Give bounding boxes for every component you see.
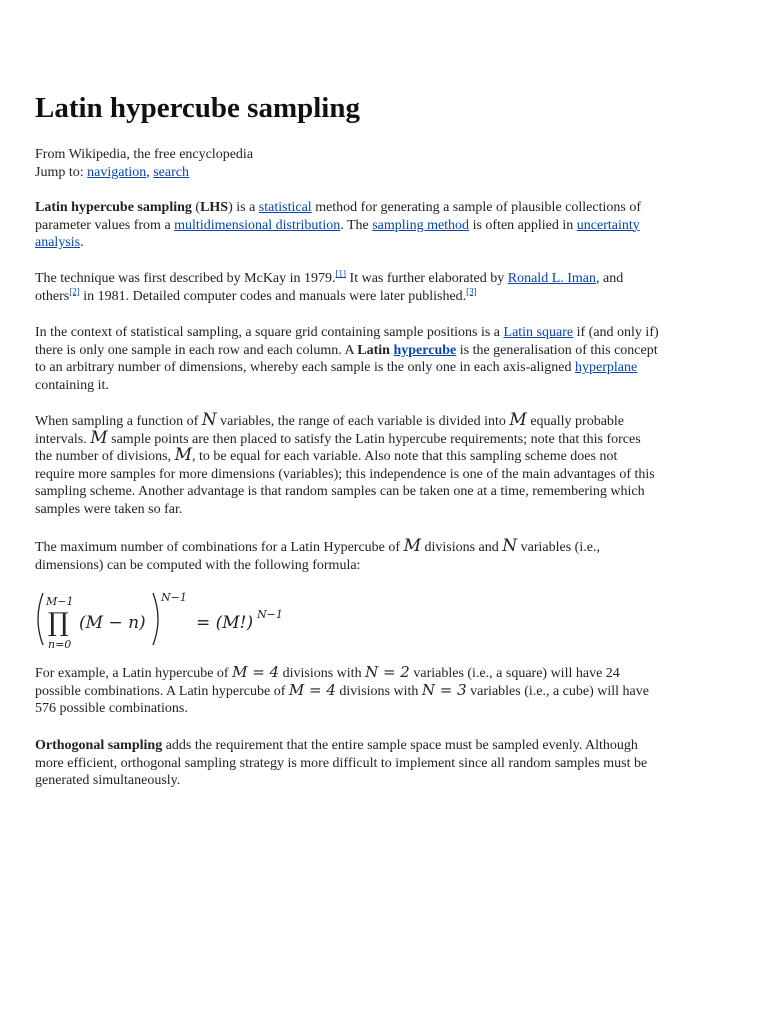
text: variables (i.e., a cube) will have 576 possible combinations. [35,683,649,716]
outer-exponent: N−1 [161,591,187,604]
text: equally probable intervals. [35,414,625,447]
link-sampling-method[interactable]: sampling method [372,217,470,233]
text: For example, a Latin hypercube of [35,666,233,681]
combinations-formula [35,585,335,655]
product-upper-limit: M−1 [46,595,74,608]
text: in 1981. Detailed computer codes and manuals were later published. [79,288,467,304]
math-m: M [509,410,527,430]
text: . The [340,217,373,233]
page-title: Latin hypercube sampling [35,92,360,124]
from-wikipedia: From Wikipedia, the free encyclopedia [35,147,254,162]
text: if (and only if) there is only one sample in each row and each column. A [35,325,659,358]
text: is the generalisation of this concept to an arbitrary number of dimensions, whereby each sample is the only one in each axis-aligned [35,342,658,375]
link-uncertainty-analysis[interactable]: uncertainty analysis [35,217,640,250]
math-n: N [502,536,518,556]
history-paragraph [35,270,660,305]
orthogonal-sampling-term: Orthogonal sampling [35,738,163,753]
reference-3 [466,286,477,296]
text: , and others [35,271,624,304]
text: variables (i.e., a square) will have 24 possible combinations. A Latin hypercube of [35,666,620,699]
jump-search-link[interactable]: search [153,164,189,180]
text: It was further elaborated by [346,271,508,286]
math-n-equals-2: N = 2 [365,663,410,681]
math-m-equals-4: M = 4 [232,663,280,681]
reference-2 [69,286,80,296]
reference-link-1[interactable]: [1] [335,268,347,279]
text: ( [191,200,201,215]
text: In the context of statistical sampling, a square grid containing sample positions is a [35,325,504,340]
text: divisions with [335,683,422,699]
text: variables (i.e., dimensions) can be computed with the following formula: [35,540,600,573]
left-paren [38,593,43,645]
text: containing it. [35,377,109,393]
link-latin-square[interactable]: Latin square [503,325,574,340]
jump-to [35,164,253,182]
text: , to be equal for each variable. Also note that this sampling scheme does not require more samples for more dimensions (variables); this independence is one of the main advantages of this sampling scheme. Another advantage is that random samples can be taken one at a time, remembering which samples were taken so far. [35,449,655,517]
math-m: M [90,427,108,448]
text: When sampling a function of [35,414,202,429]
formula-rhs: = (M!) [196,613,254,633]
text: variables, the range of each variable is divided into [216,414,510,429]
reference-link-2[interactable]: [2] [69,285,80,296]
orthogonal-paragraph [35,737,660,790]
link-multidimensional-distribution[interactable]: multidimensional distribution [174,217,341,233]
text: sample points are then placed to satisfy the Latin hypercube requirements; note that this forces the number of divisions, [35,431,641,464]
lhs-term: Latin hypercube sampling [35,200,192,215]
text: adds the requirement that the entire sample space must be sampled evenly. Although more efficient, orthogonal sampling strategy is more difficult to implement since all random samples must be generated simultaneously. [35,738,648,788]
product-symbol: ∏ [48,608,69,638]
link-hypercube[interactable]: hypercube [393,342,457,358]
jump-comma: , [146,164,154,180]
lhs-abbrev: LHS [200,200,229,215]
link-hyperplane[interactable]: hyperplane [575,360,638,375]
jump-navigation-link[interactable]: navigation [87,164,147,180]
text: method for generating a sample of plausible collections of parameter values from a [35,200,641,233]
example-paragraph [35,665,660,718]
right-paren [153,593,158,645]
text: The technique was first described by McKay in 1979. [35,271,336,286]
text: divisions with [279,666,366,681]
combinations-paragraph [35,536,660,574]
math-m: M [403,536,421,556]
reference-link-3[interactable]: [3] [466,285,477,296]
rhs-exponent: N−1 [257,608,283,621]
jump-prefix: Jump to: [35,164,88,180]
reference-1 [336,268,347,278]
math-m-equals-4: M = 4 [288,680,336,699]
text: . [80,235,84,250]
context-paragraph [35,324,660,394]
text: is often applied in [469,217,577,233]
link-statistical[interactable]: statistical [258,200,312,215]
text: ) is a [228,200,259,215]
math-n-equals-3: N = 3 [421,680,467,699]
product-lower-limit: n=0 [48,638,72,651]
product-body: (M − n) [79,613,146,633]
text: The maximum number of combinations for a Latin Hypercube of [35,540,404,555]
sampling-paragraph [35,410,660,518]
site-subtitle-block [35,146,253,181]
text: divisions and [420,540,503,555]
intro-paragraph [35,199,660,252]
link-ronald-iman[interactable]: Ronald L. Iman [507,271,597,286]
latin-bold: Latin [357,342,390,358]
math-m: M [174,445,193,465]
math-n: N [201,410,217,430]
